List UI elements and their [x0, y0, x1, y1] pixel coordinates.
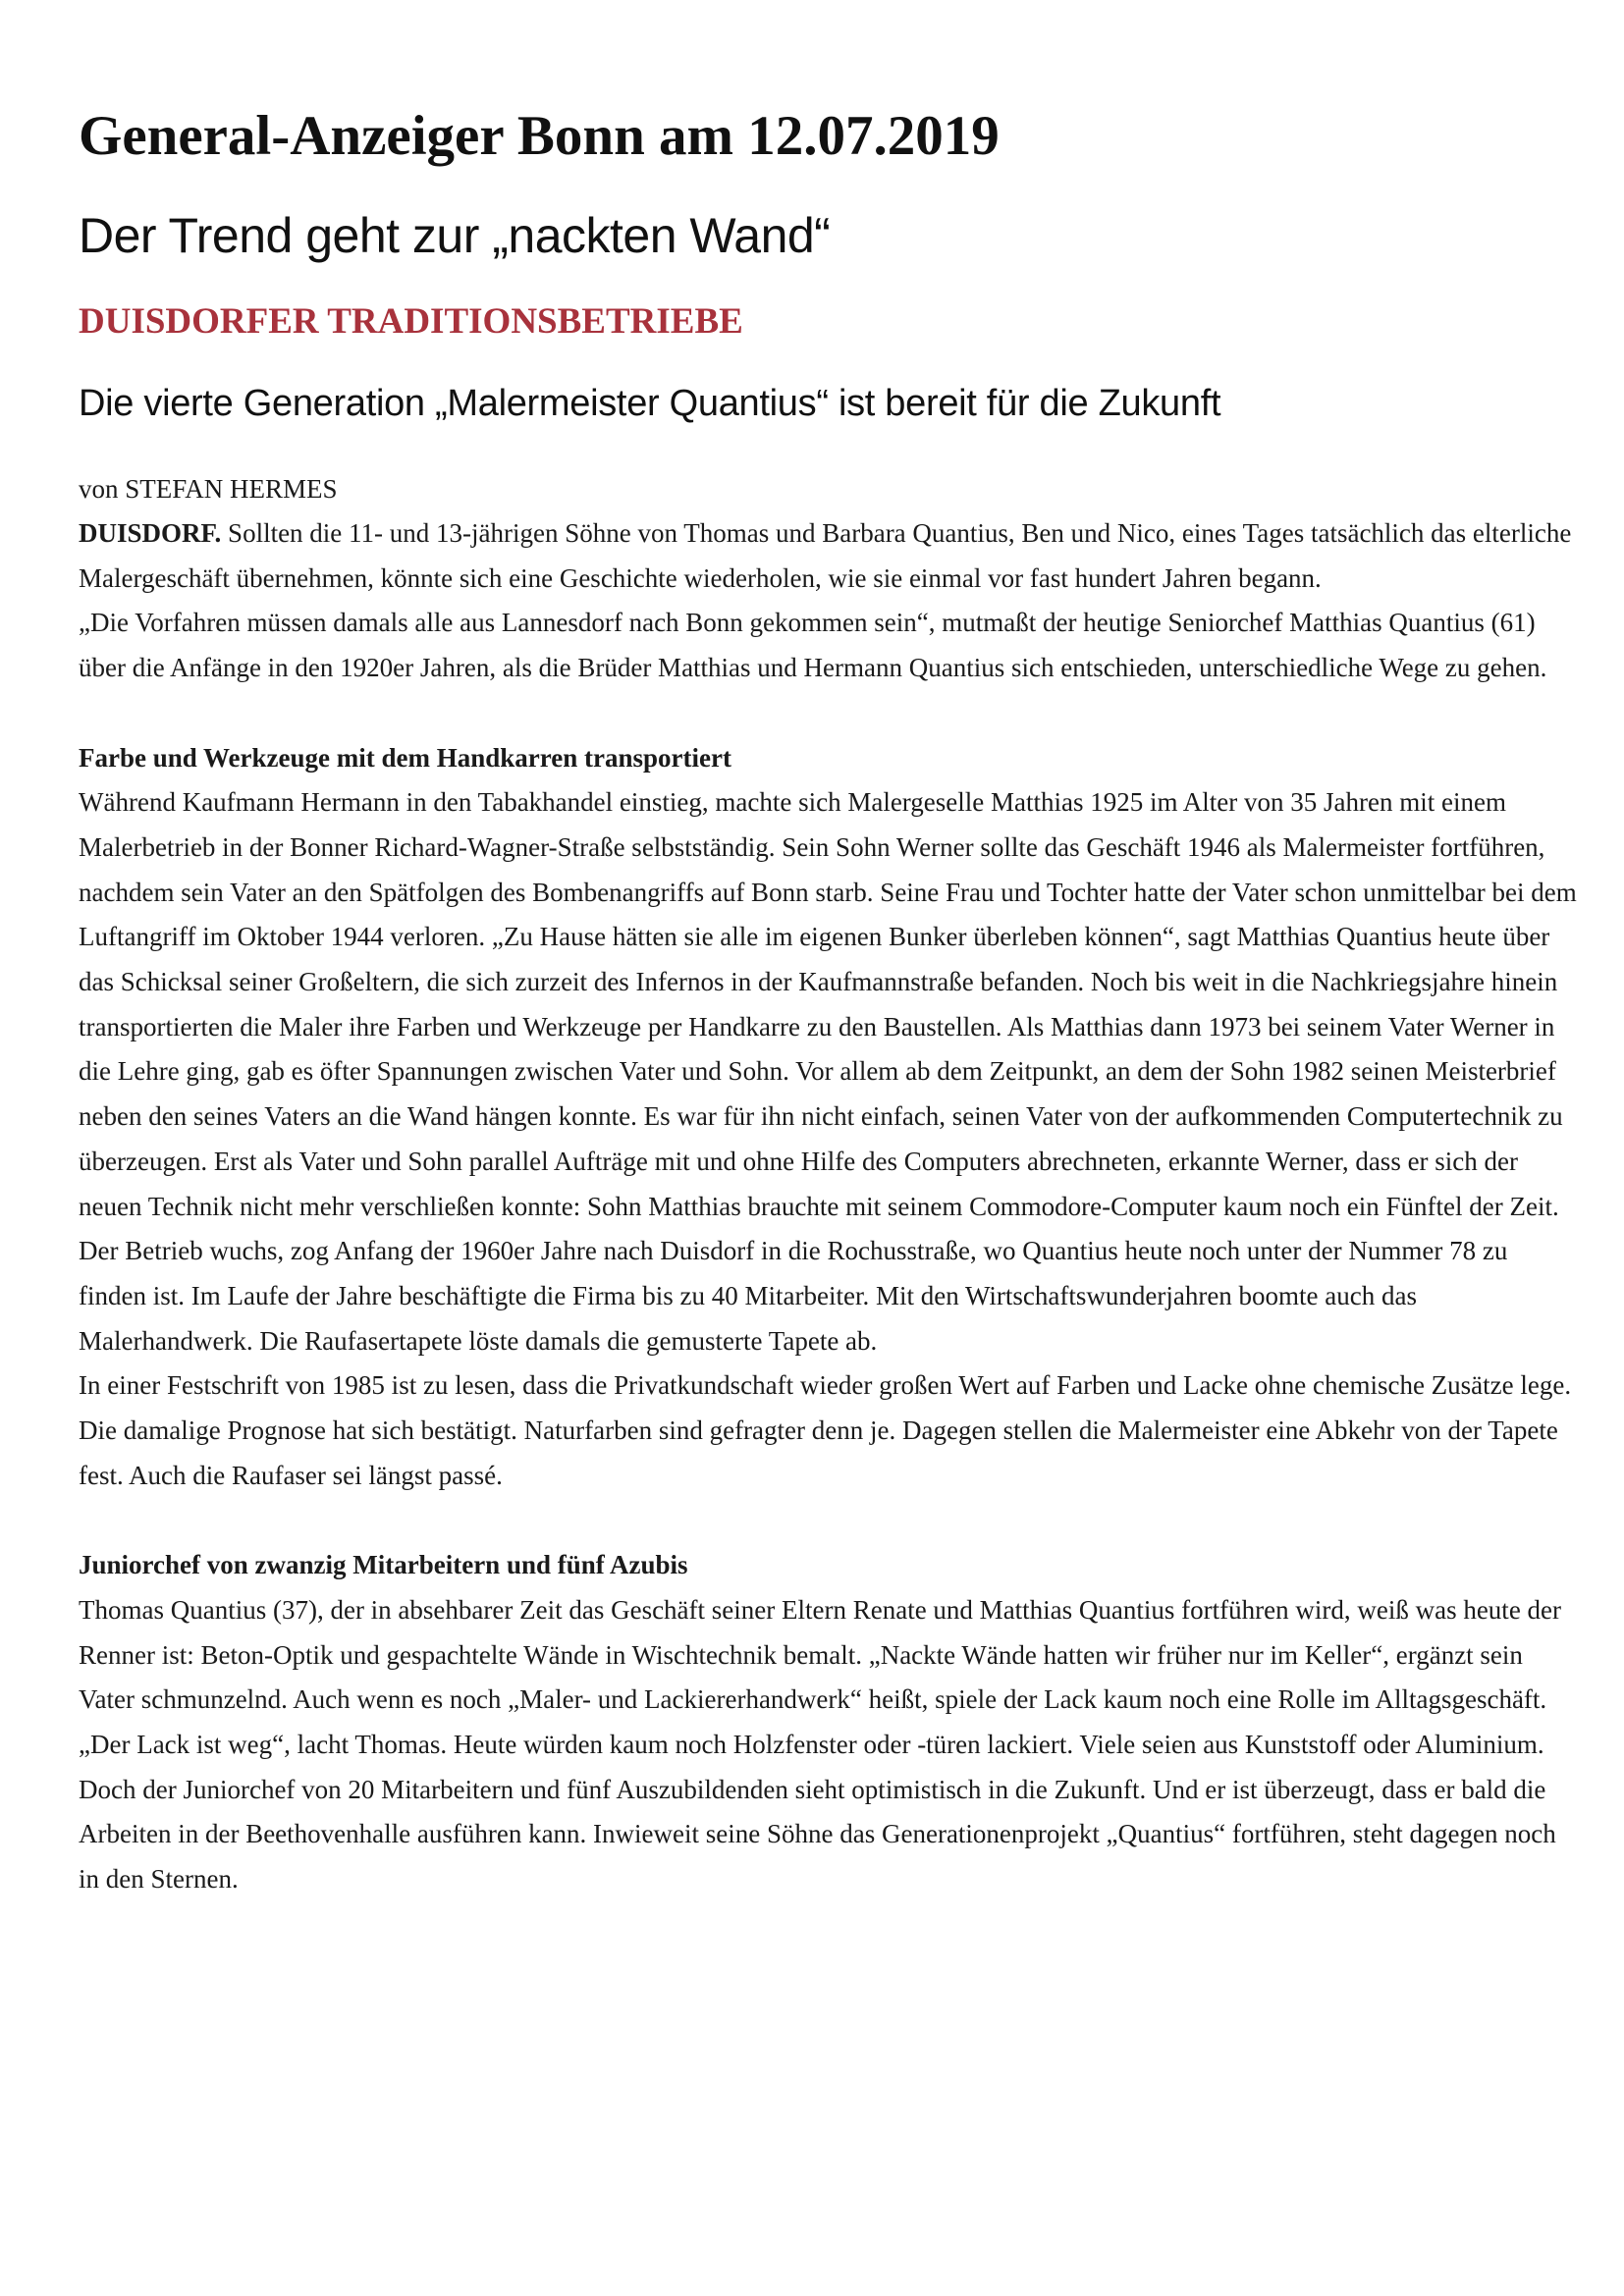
intro-text: Sollten die 11- und 13-jährigen Söhne von Thomas und Barbara Quantius, Ben und Nico, eines Tages tatsächlich das elterliche Malergeschäft übernehmen, könnte sich eine Geschichte wiederholen, wie sie einmal vor fast hundert Jahren begann.: [79, 518, 1572, 593]
kicker: DUISDORFER TRADITIONSBETRIEBE: [79, 300, 743, 342]
section-1-paragraph-2: Der Betrieb wuchs, zog Anfang der 1960er Jahre nach Duisdorf in die Rochusstraße, wo Quantius heute noch unter der Nummer 78 zu finden ist. Im Laufe der Jahre beschäftigte die Firma bis zu 40 Mitarbeiter. Mit den Wirtschaftswunderjahren boomte auch das Malerhandwerk. Die Raufasertapete löste damals die gemusterte Tapete ab.: [79, 1236, 1508, 1356]
subheadline: Die vierte Generation „Malermeister Quantius“ ist bereit für die Zukunft: [79, 383, 1221, 425]
section-2-paragraph-1: Thomas Quantius (37), der in absehbarer Zeit das Geschäft seiner Eltern Renate und Matthias Quantius fortführen wird, weiß was heute der Renner ist: Beton-Optik und gespachtelte Wände in Wischtechnik bemalt. „Nackte Wände hatten wir früher nur im Keller“, ergänzt sein Vater schmunzelnd. Auch wenn es noch „Maler- und Lackiererhandwerk“ heißt, spiele der Lack kaum noch eine Rolle im Alltagsgeschäft. „Der Lack ist weg“, lacht Thomas. Heute würden kaum noch Holzfenster oder -türen lackiert. Viele seien aus Kunststoff oder Aluminium. Doch der Juniorchef von 20 Mitarbeitern und fünf Auszubildenden sieht optimistisch in die Zukunft. Und er ist überzeugt, dass er bald die Arbeiten in der Beethovenhalle ausführen kann. Inwieweit seine Söhne das Generationenprojekt „Quantius“ fortführen, steht dagegen noch in den Sternen.: [79, 1594, 1562, 1895]
intro-paragraph: [79, 511, 1581, 601]
masthead: General-Anzeiger Bonn am 12.07.2019: [79, 105, 1000, 167]
section-heading-1: Farbe und Werkzeuge mit dem Handkarren transportiert: [79, 742, 731, 773]
dateline: DUISDORF.: [79, 518, 222, 549]
section-1-paragraph-1: Während Kaufmann Hermann in den Tabakhandel einstieg, machte sich Malergeselle Matthias 1925 im Alter von 35 Jahren mit einem Malerbetrieb in der Bonner Richard-Wagner-Straße selbstständig. Sein Sohn Werner sollte das Geschäft 1946 als Malermeister fortführen, nachdem sein Vater an den Spätfolgen des Bombenangriffs auf Bonn starb. Seine Frau und Tochter hatte der Vater schon unmittelbar bei dem Luftangriff im Oktober 1944 verloren. „Zu Hause hätten sie alle im eigenen Bunker überleben können“, sagt Matthias Quantius heute über das Schicksal seiner Großeltern, die sich zurzeit des Infernos in der Kaufmannstraße befanden. Noch bis weit in die Nachkriegsjahre hinein transportierten die Maler ihre Farben und Werkzeuge per Handkarre zu den Baustellen. Als Matthias dann 1973 bei seinem Vater Werner in die Lehre ging, gab es öfter Spannungen zwischen Vater und Sohn. Vor allem ab dem Zeitpunkt, an dem der Sohn 1982 seinen Meisterbrief neben den seines Vaters an die Wand hängen konnte. Es war für ihn nicht einfach, seinen Vater von der aufkommenden Computertechnik zu überzeugen. Erst als Vater und Sohn parallel Aufträge mit und ohne Hilfe des Computers abrechneten, erkannte Werner, dass er sich der neuen Technik nicht mehr verschließen konnte: Sohn Matthias brauchte mit seinem Commodore-Computer kaum noch ein Fünftel der Zeit.: [79, 787, 1577, 1221]
byline: von STEFAN HERMES: [79, 474, 338, 505]
article: [79, 106, 1581, 1902]
headline: Der Trend geht zur „nackten Wand“: [79, 207, 831, 263]
section-1-paragraph-3: In einer Festschrift von 1985 ist zu lesen, dass die Privatkundschaft wieder großen Wert auf Farben und Lacke ohne chemische Zusätze lege. Die damalige Prognose hat sich bestätigt. Naturfarben sind gefragter denn je. Dagegen stellen die Malermeister eine Abkehr von der Tapete fest. Auch die Raufaser sei längst passé.: [79, 1370, 1572, 1490]
intro-paragraph-2: „Die Vorfahren müssen damals alle aus Lannesdorf nach Bonn gekommen sein“, mutmaßt der heutige Seniorchef Matthias Quantius (61) über die Anfänge in den 1920er Jahren, als die Brüder Matthias und Hermann Quantius sich entschieden, unterschiedliche Wege zu gehen.: [79, 608, 1547, 683]
section-heading-2: Juniorchef von zwanzig Mitarbeitern und fünf Azubis: [79, 1550, 688, 1580]
